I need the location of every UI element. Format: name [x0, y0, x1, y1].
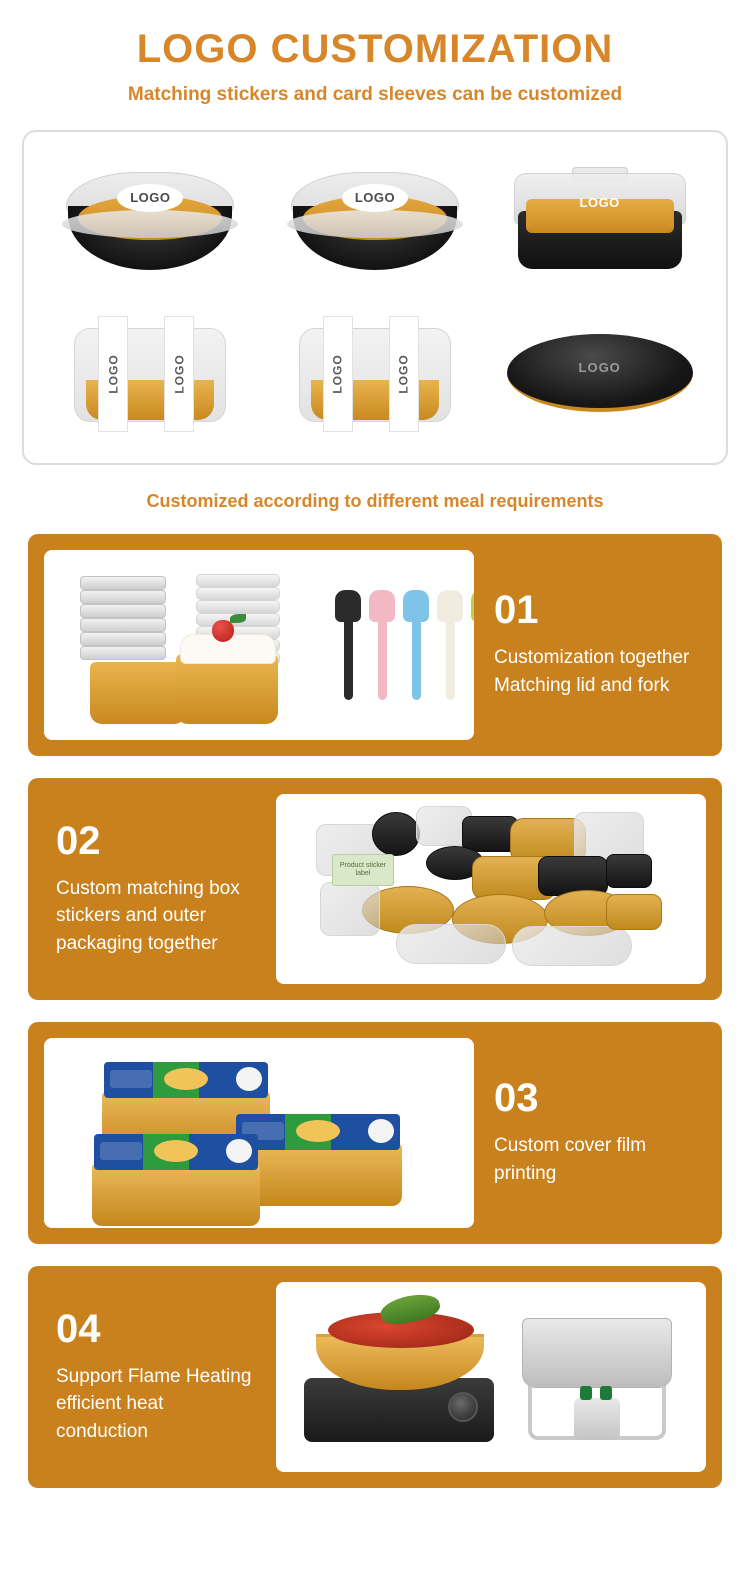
feature-row-03 [28, 1022, 722, 1244]
feature-description-01: Customization together Matching lid and fork [494, 647, 690, 696]
sleeve-logo-text: LOGO [396, 354, 411, 394]
fork-black [340, 590, 356, 700]
gallery-item-sleeve-box-2 [265, 300, 486, 450]
rect-box-graphic [510, 165, 690, 277]
feature-description-02: Custom matching box stickers and outer packaging together [56, 877, 240, 954]
feature-text-02 [44, 794, 260, 984]
page-subtitle: Matching stickers and card sleeves can be customized [127, 84, 623, 105]
sleeve-logo-text: LOGO [330, 354, 345, 394]
logo-sticker: LOGO [117, 184, 183, 212]
feature-description-03: Custom cover film printing [494, 1135, 647, 1184]
card-sleeve-left [98, 316, 128, 432]
gallery-item-round-bowl-2 [265, 146, 486, 296]
page-header [0, 0, 750, 106]
feature-row-01 [28, 534, 722, 756]
strawberry-topping [212, 620, 234, 642]
stove-knob [448, 1392, 478, 1422]
printed-film-box-3 [92, 1134, 260, 1226]
fork-cream [442, 590, 458, 700]
card-sleeve-right [164, 316, 194, 432]
strawberry-leaf [230, 614, 246, 623]
gold-foil-cup-1 [90, 662, 186, 724]
feature-number-01: 01 [494, 588, 539, 633]
feature-text-01 [490, 550, 706, 740]
fuel-canisters [574, 1398, 620, 1440]
logo-product-gallery [22, 130, 728, 465]
foil-tray-large [522, 1318, 672, 1388]
feature-image-02 [276, 794, 706, 984]
lid-rim-shape [287, 210, 463, 238]
feature-description-04: Support Flame Heating efficient heat conduction [56, 1365, 252, 1442]
card-sleeve-right [389, 316, 419, 432]
fork-pink [374, 590, 390, 700]
logo-emboss: LOGO [578, 360, 621, 376]
sleeve-logo-text: LOGO [172, 354, 187, 394]
black-lid-graphic [507, 324, 693, 424]
round-bowl-graphic [60, 166, 240, 276]
feature-number-04: 04 [56, 1306, 101, 1351]
packed-products-collage [276, 794, 706, 984]
gallery-item-sleeve-box-1 [40, 300, 261, 450]
foil-tray-stack [80, 576, 172, 662]
gallery-item-round-bowl-1 [40, 146, 261, 296]
feature-text-04 [44, 1282, 260, 1472]
feature-image-01 [44, 550, 474, 740]
round-bowl-graphic [285, 166, 465, 276]
feature-row-02 [28, 778, 722, 1000]
sleeve-box-graphic [60, 318, 240, 430]
sleeve-logo-text: LOGO [106, 354, 121, 394]
feature-number-02: 02 [56, 818, 101, 863]
mid-caption: Customized according to different meal requirements [146, 491, 604, 511]
gold-foil-cup-2 [176, 654, 278, 724]
feature-row-04 [28, 1266, 722, 1488]
lid-rim-shape [62, 210, 238, 238]
card-sleeve-left [323, 316, 353, 432]
gallery-item-black-lid [489, 300, 710, 450]
feature-image-03 [44, 1038, 474, 1228]
logo-print: LOGO [579, 195, 620, 211]
feature-image-04 [276, 1282, 706, 1472]
product-sticker-label: Product sticker label [332, 854, 394, 886]
feature-rows [28, 534, 722, 1488]
sleeve-box-graphic [285, 318, 465, 430]
gallery-item-rect-box [489, 146, 710, 296]
page-title: LOGO CUSTOMIZATION [136, 27, 614, 71]
logo-sticker: LOGO [342, 184, 408, 212]
fork-blue [408, 590, 424, 700]
feature-text-03 [490, 1038, 706, 1228]
feature-number-03: 03 [494, 1076, 539, 1121]
